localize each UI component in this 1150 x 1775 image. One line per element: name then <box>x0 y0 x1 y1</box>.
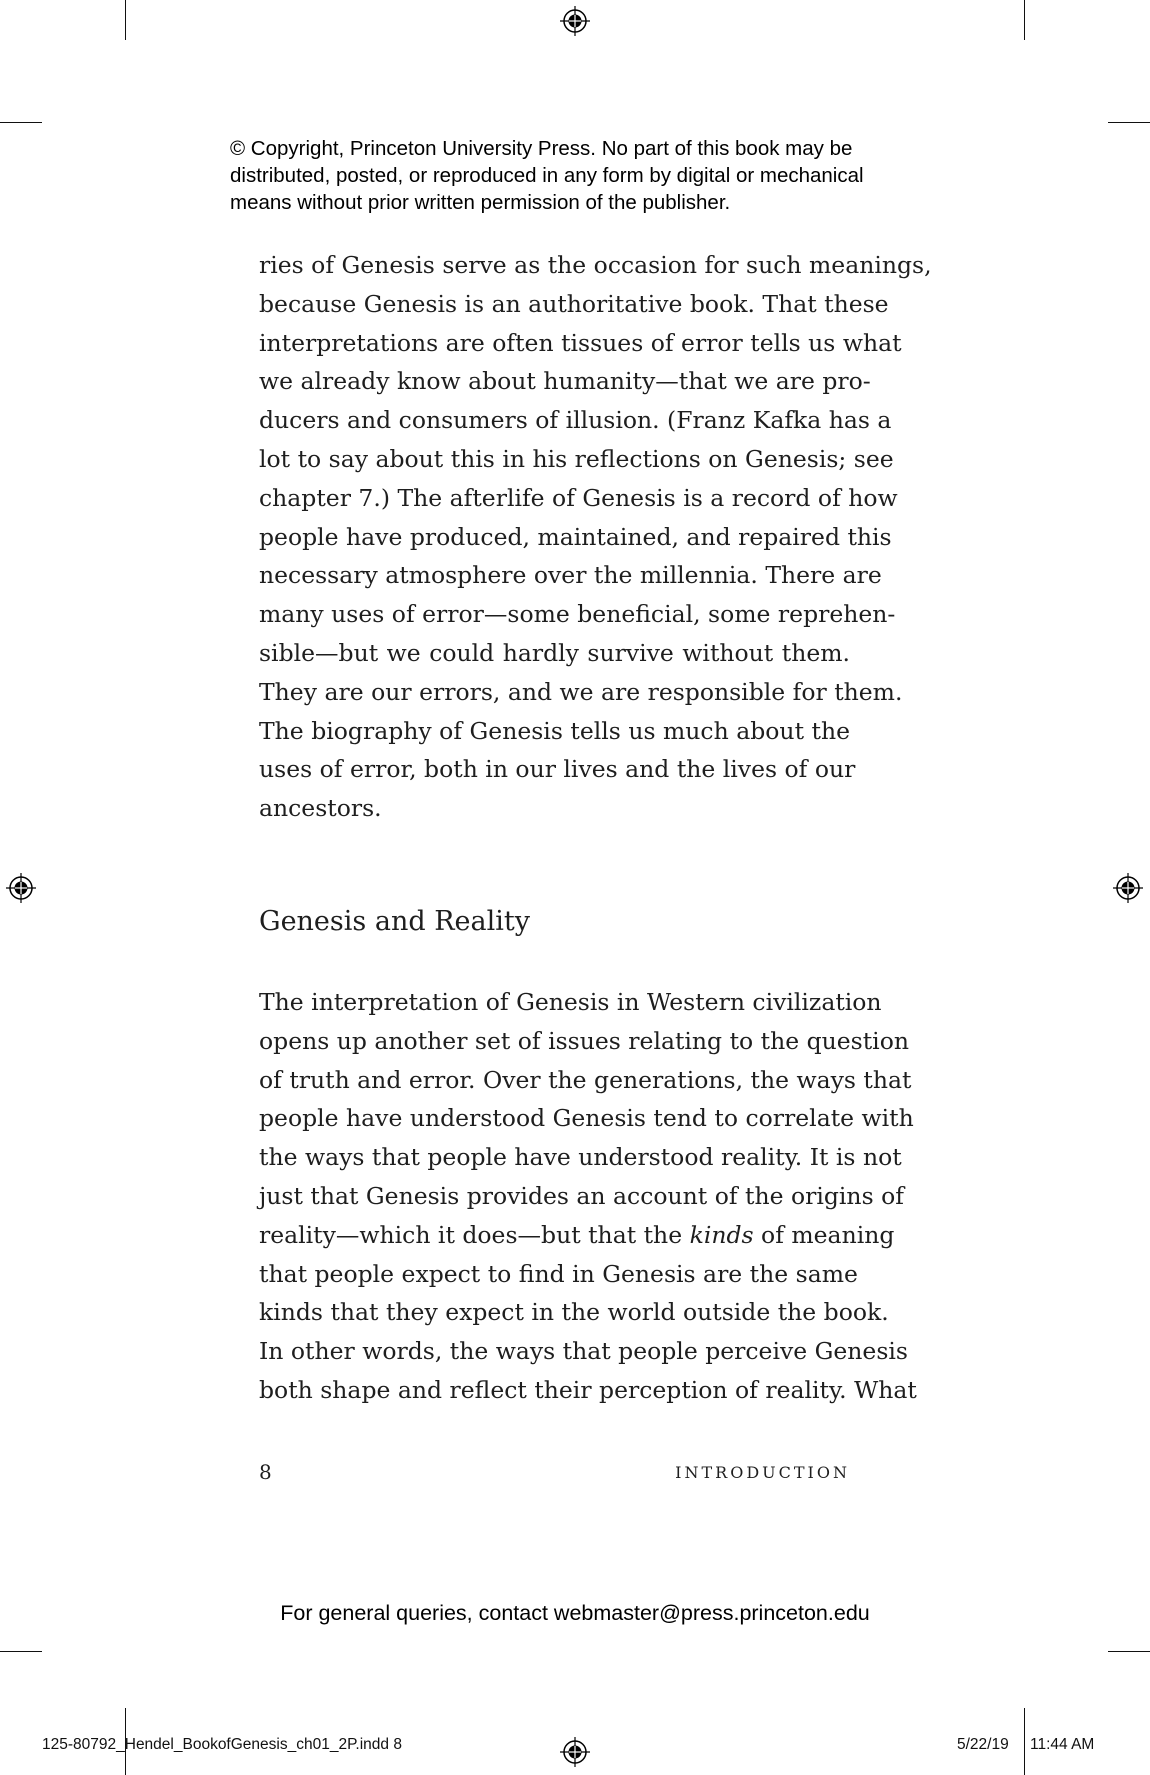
crop-mark-right-upper <box>1108 122 1150 123</box>
crop-mark-top-left <box>125 0 126 40</box>
registration-mark-icon <box>560 6 590 36</box>
text-line: chapter 7.) The afterlife of Genesis is a record of how <box>259 483 898 512</box>
copyright-notice <box>230 135 950 216</box>
body-paragraph-1 <box>259 246 932 828</box>
text-line: many uses of error—some beneficial, some reprehen- <box>259 600 896 629</box>
text-line: uses of error, both in our lives and the lives of our <box>259 755 856 784</box>
crop-mark-bottom-right <box>1024 1708 1025 1775</box>
text-line: the ways that people have understood reality. It is not <box>259 1143 902 1172</box>
copyright-line: © Copyright, Princeton University Press. No part of this book may be <box>230 137 853 160</box>
registration-mark-icon <box>560 1737 590 1767</box>
text-run: of meaning <box>753 1220 895 1249</box>
text-line: people have produced, maintained, and repaired this <box>259 522 892 551</box>
registration-mark-icon <box>6 873 36 903</box>
emphasis-word: kinds <box>689 1220 754 1249</box>
text-line: The interpretation of Genesis in Western civilization <box>259 988 882 1016</box>
text-line: kinds that they expect in the world outside the book. <box>259 1298 889 1327</box>
text-line: necessary atmosphere over the millennia. There are <box>259 561 882 590</box>
text-line: The biography of Genesis tells us much about the <box>259 716 850 745</box>
text-line: that people expect to find in Genesis are the same <box>259 1259 858 1288</box>
queries-contact: For general queries, contact webmaster@press.princeton.edu <box>280 1601 870 1625</box>
crop-mark-left-lower <box>0 1651 42 1652</box>
crop-mark-left-upper <box>0 122 42 123</box>
registration-mark-icon <box>1113 873 1143 903</box>
slug-filename: 125-80792_Hendel_BookofGenesis_ch01_2P.indd 8 <box>42 1736 402 1753</box>
text-line: ancestors. <box>259 794 382 823</box>
text-line: because Genesis is an authoritative book. That these <box>259 289 889 318</box>
page-number: 8 <box>259 1460 272 1484</box>
text-line: we already know about humanity—that we are pro- <box>259 367 871 396</box>
copyright-line: distributed, posted, or reproduced in any form by digital or mechanical <box>230 164 864 187</box>
running-head: INTRODUCTION <box>675 1463 850 1482</box>
crop-mark-top-right <box>1024 0 1025 40</box>
text-line: people have understood Genesis tend to correlate with <box>259 1104 914 1133</box>
body-paragraph-2 <box>259 983 917 1410</box>
text-line: sible—but we could hardly survive without them. <box>259 638 850 667</box>
text-line: ries of Genesis serve as the occasion for such meanings, <box>259 251 932 279</box>
text-line: lot to say about this in his reflections on Genesis; see <box>259 444 894 473</box>
slug-time: 11:44 AM <box>1030 1736 1095 1753</box>
text-run: reality—which it does—but that the <box>259 1220 690 1249</box>
text-line: just that Genesis provides an account of the origins of <box>259 1181 904 1210</box>
crop-mark-right-lower <box>1108 1651 1150 1652</box>
text-line: of truth and error. Over the generations, the ways that <box>259 1065 912 1094</box>
text-line: In other words, the ways that people perceive Genesis <box>259 1337 908 1366</box>
text-line: interpretations are often tissues of error tells us what <box>259 328 902 357</box>
text-line: opens up another set of issues relating to the question <box>259 1026 909 1055</box>
text-line: They are our errors, and we are responsible for them. <box>259 677 903 706</box>
copyright-line: means without prior written permission of the publisher. <box>230 191 731 214</box>
text-line: both shape and reflect their perception of reality. What <box>259 1375 917 1404</box>
slug-date: 5/22/19 <box>957 1736 1009 1753</box>
section-heading: Genesis and Reality <box>259 906 530 937</box>
text-line: ducers and consumers of illusion. (Franz Kafka has a <box>259 406 892 435</box>
text-line-with-emphasis <box>259 1216 895 1255</box>
